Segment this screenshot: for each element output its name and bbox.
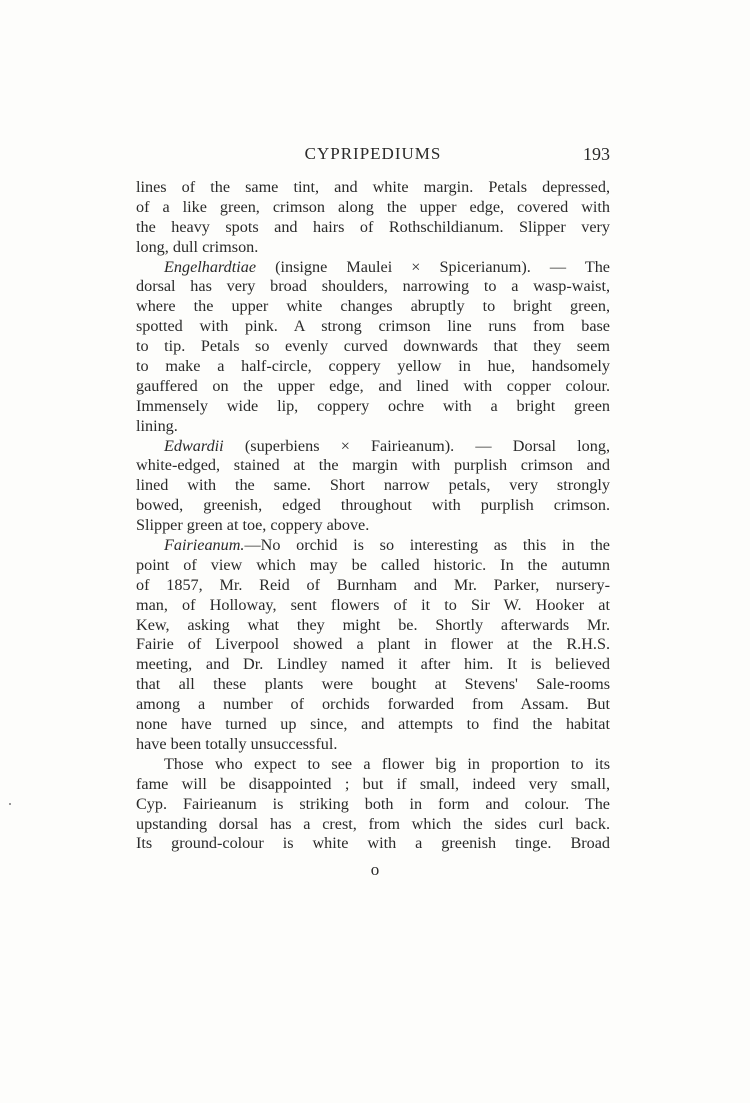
text-line: lines of the same tint, and white margin. Petals depressed, [136,178,610,196]
italic-term: Edwardii [164,436,224,455]
text-line: man, of Holloway, sent flowers of it to Sir W. Hooker at [136,595,610,614]
text-line: Slipper green at toe, coppery above. [136,516,370,535]
text-line: the heavy spots and hairs of Rothschildianum. Slipper very [136,217,610,236]
text-line: spotted with pink. A strong crimson line runs from base [136,317,610,336]
italic-term: Fairieanum. [164,536,245,555]
text-line: long, dull crimson. [136,237,259,256]
line-text: (insigne Maulei × Spicerianum). — The [256,257,610,276]
text-line: Cyp. Fairieanum is striking both in form and colour. The [136,794,610,813]
text-line: white-edged, stained at the margin with purplish crimson and [136,456,610,475]
body-text [136,178,610,854]
line-text: —No orchid is so interesting as this in the [244,536,610,555]
running-head [136,144,610,168]
text-line: gauffered on the upper edge, and lined with copper colour. [136,376,610,395]
text-line: upstanding dorsal has a crest, from which the sides curl back. [136,814,610,833]
line-text: (superbiens × Fairieanum). — Dorsal long, [223,436,610,455]
page-number: 193 [583,144,610,164]
text-line: lining. [136,416,178,435]
text-line: Its ground-colour is white with a greenish tinge. Broad [136,834,610,853]
running-title: CYPRIPEDIUMS [304,144,442,163]
text-line: Kew, asking what they might be. Shortly afterwards Mr. [136,615,610,634]
text-line: bowed, greenish, edged throughout with purplish crimson. [136,496,610,515]
text-line: to make a half-circle, coppery yellow in hue, handsomely [136,357,610,376]
text-line: Fairie of Liverpool showed a plant in flower at the R.H.S. [136,635,610,654]
italic-term: Engelhardtiae [164,257,257,276]
text-line: where the upper white changes abruptly to bright green, [136,297,610,316]
text-line: among a number of orchids forwarded from Assam. But [136,695,610,714]
text-line: of 1857, Mr. Reid of Burnham and Mr. Parker, nursery- [136,575,610,594]
text-line: dorsal has very broad shoulders, narrowing to a wasp-waist, [136,277,610,296]
text-line: fame will be disappointed ; but if small, indeed very small, [136,774,610,793]
text-line: of a like green, crimson along the upper edge, covered with [136,197,610,216]
text-line [136,258,610,278]
text-line: meeting, and Dr. Lindley named it after him. It is believed [136,655,610,674]
text-line: none have turned up since, and attempts to find the habitat [136,715,610,734]
signature-mark: o [370,860,380,879]
text-line: have been totally unsuccessful. [136,734,338,753]
text-line: point of view which may be called historic. In the autumn [136,555,610,574]
text-line: that all these plants were bought at Stevens' Sale-rooms [136,675,610,694]
text-line [136,437,610,457]
text-line: Those who expect to see a flower big in proportion to its [164,754,610,773]
text-line: to tip. Petals so evenly curved downwards that they seem [136,337,610,356]
text-line [136,536,610,556]
text-line: lined with the same. Short narrow petals, very strongly [136,476,610,495]
text-line: Immensely wide lip, coppery ochre with a bright green [136,396,610,415]
page-speck [9,803,11,805]
